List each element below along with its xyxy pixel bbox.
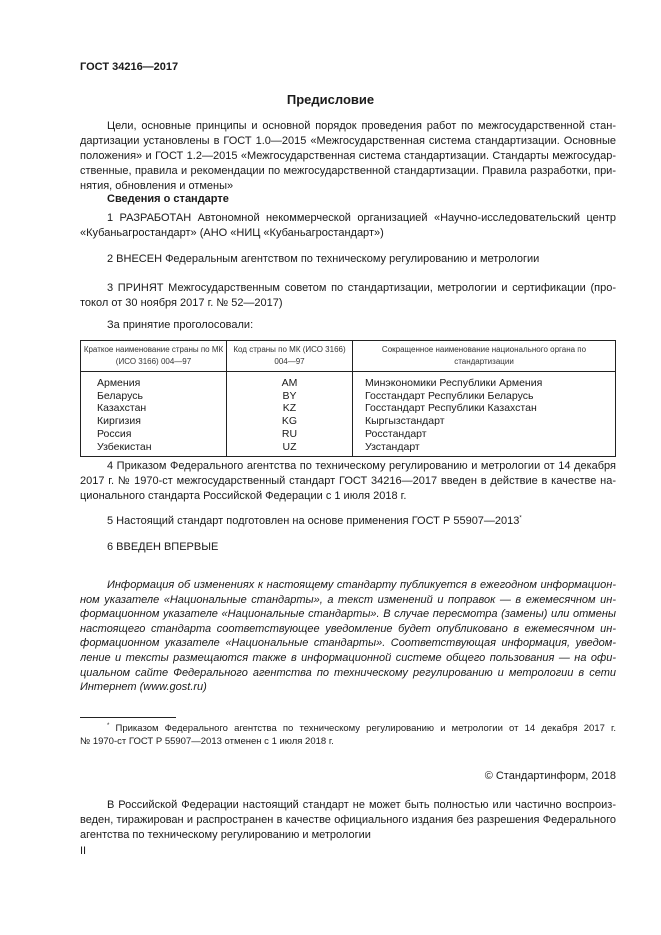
text-line: веден, тиражирован и распространен в качестве официального издания без разрешения Федерального <box>80 814 616 826</box>
item-5-text: 5 Настоящий стандарт подготовлен на основе применения ГОСТ Р 55907—2013 <box>107 515 520 527</box>
col-header-country: Краткое наименование страны по МК (ИСО 3166) 004—97 <box>81 341 227 372</box>
text-line: 2 ВНЕСЕН Федеральным агентством по техническому регулированию и метрологии <box>107 253 540 265</box>
document-code: ГОСТ 34216—2017 <box>80 61 179 73</box>
footnote-line <box>80 719 616 734</box>
table-row <box>81 428 616 441</box>
footnote-text: Приказом Федерального агентства по техническому регулированию и метрологии от 14 декабря 2017 г. <box>115 723 616 734</box>
copyright: © Стандартинформ, 2018 <box>484 770 616 782</box>
text-line: 4 Приказом Федерального агентства по техническому регулированию и метрологии от 14 декабря <box>107 460 616 472</box>
text-line: формационном указателе «Национальные стандарты». В случае пересмотра (замены) или отмены <box>80 608 616 621</box>
voted-label: За принятие проголосовали: <box>107 319 254 331</box>
text-line: Интернет (www.gost.ru) <box>80 681 207 694</box>
cell-code: KZ <box>227 402 353 415</box>
cell-code: UZ <box>227 441 353 457</box>
cell-country: Узбекистан <box>81 441 227 457</box>
text-line: ственные, правила и рекомендации по межгосударственной стандартизации. Правила разработки, при- <box>80 165 616 177</box>
table-row <box>81 372 616 390</box>
text-line: положения» и ГОСТ 1.2—2015 «Межгосударственная система стандартизации. Стандарты межгосудар- <box>80 150 616 162</box>
page-title: Предисловие <box>286 92 375 107</box>
footnote-line: № 1970-ст ГОСТ Р 55907—2013 отменен с 1 июля 2018 г. <box>80 736 334 747</box>
table-row <box>81 441 616 457</box>
footnote-mark: * <box>107 723 110 729</box>
cell-body: Росстандарт <box>353 428 616 441</box>
text-line: Информация об изменениях к настоящему стандарту публикуется в ежегодном информацион- <box>107 579 616 591</box>
cell-country: Казахстан <box>81 402 227 415</box>
text-line: агентства по техническому регулированию и метрологии <box>80 829 371 841</box>
footnote-ref: * <box>519 515 522 522</box>
item-3 <box>80 281 616 311</box>
text-line: дартизации установлены в ГОСТ 1.0—2015 «Межгосударственная система стандартизации. Основные <box>80 135 616 147</box>
text-line: нятия, обновления и отмены» <box>80 180 234 192</box>
cell-body: Узстандарт <box>353 441 616 457</box>
item-4 <box>80 459 616 504</box>
text-line: ционального стандарта Российской Федерации с 1 июля 2018 г. <box>80 490 407 502</box>
text-line: формационном указателе «Национальные стандарты». Соответствующая информация, уведом- <box>80 637 616 650</box>
page-number: II <box>80 845 87 857</box>
item-6: 6 ВВЕДЕН ВПЕРВЫЕ <box>107 541 219 553</box>
text-line: «Кубаньагростандарт» (АНО «НИЦ «Кубаньагростандарт») <box>80 227 384 239</box>
cell-code: KG <box>227 415 353 428</box>
col-header-code: Код страны по МК (ИСО 3166) 004—97 <box>227 341 353 372</box>
table-row <box>81 415 616 428</box>
text-line: ление и тексты размещаются также в информационной системе общего пользования — на офи- <box>80 651 616 664</box>
footnote <box>80 719 616 749</box>
text-line: циальном сайте Федерального агентства по техническому регулированию и метрологии в сети <box>80 666 616 679</box>
cell-body: Госстандарт Республики Казахстан <box>353 402 616 415</box>
table-row <box>81 390 616 403</box>
text-line: В Российской Федерации настоящий стандарт не может быть полностью или частично воспроиз- <box>107 799 616 811</box>
item-1 <box>80 211 616 241</box>
cell-body: Госстандарт Республики Беларусь <box>353 390 616 403</box>
item-5 <box>107 515 522 527</box>
voting-table <box>80 340 616 457</box>
cell-country: Киргизия <box>81 415 227 428</box>
text-line: Цели, основные принципы и основной порядок проведения работ по межгосударственной стан- <box>107 120 616 132</box>
cell-code: AM <box>227 372 353 390</box>
text-line: 3 ПРИНЯТ Межгосударственным советом по стандартизации, метрологии и сертификации (про- <box>107 282 616 294</box>
rights-paragraph <box>80 798 616 843</box>
text-line: токол от 30 ноября 2017 г. № 52—2017) <box>80 297 283 309</box>
cell-country: Армения <box>81 372 227 390</box>
intro-paragraph <box>80 119 616 194</box>
cell-country: Беларусь <box>81 390 227 403</box>
cell-body: Кыргызстандарт <box>353 415 616 428</box>
item-2 <box>80 252 616 267</box>
table-row <box>81 402 616 415</box>
text-line: 2017 г. № 1970-ст межгосударственный стандарт ГОСТ 34216—2017 введен в действие в качестве на- <box>80 475 616 487</box>
footnote-divider <box>80 717 176 718</box>
text-line: ном указателе «Национальные стандарты», а текст изменений и поправок — в ежемесячном ин- <box>80 593 616 606</box>
section-title: Сведения о стандарте <box>107 193 229 205</box>
text-line: 1 РАЗРАБОТАН Автономной некоммерческой организацией «Научно-исследовательский центр <box>107 212 616 224</box>
cell-code: RU <box>227 428 353 441</box>
text-line: настоящего стандарта соответствующее уведомление будет опубликовано в ежемесячном ин- <box>80 622 616 635</box>
cell-country: Россия <box>81 428 227 441</box>
info-paragraph <box>80 578 616 695</box>
cell-code: BY <box>227 390 353 403</box>
col-header-body: Сокращенное наименование национального органа по стандартизации <box>353 341 616 372</box>
cell-body: Минэкономики Республики Армения <box>353 372 616 390</box>
